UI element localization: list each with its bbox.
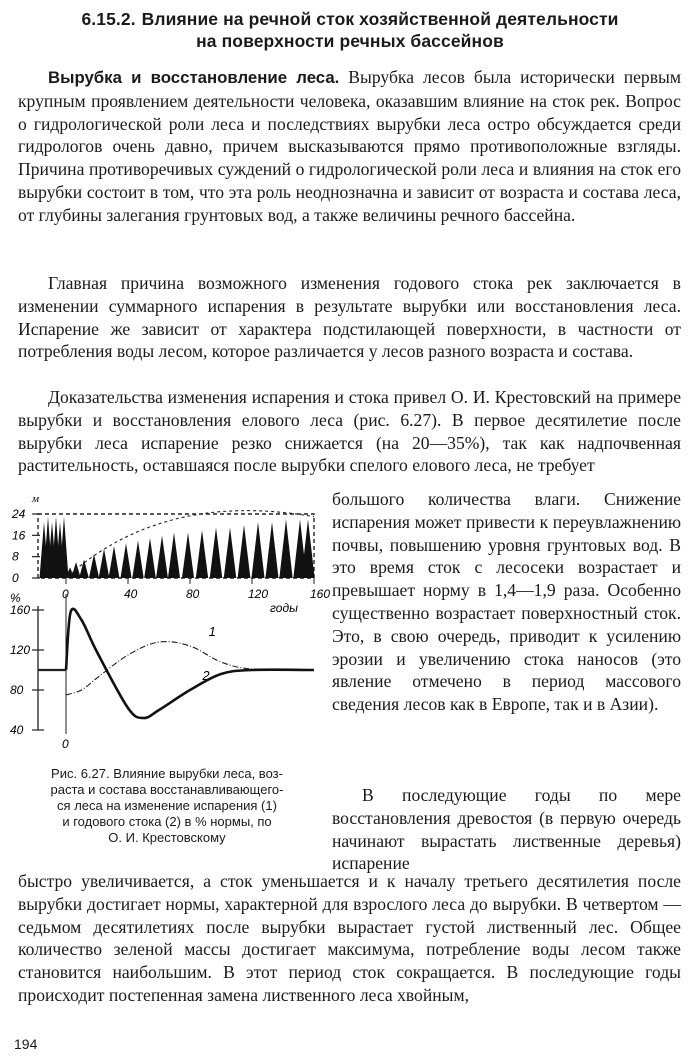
regrowth-tree-icon (132, 541, 143, 578)
regrowth-tree-icon (279, 519, 292, 578)
x-axis-unit: годы (270, 601, 298, 615)
curve-1-label: 1 (208, 624, 216, 639)
x-tick-label: 0 (62, 587, 69, 601)
paragraph-3: Доказательства изменения испарения и стока привел О. И. Крестовский на примере вырубки и восстановления елового леса (рис. 6.27). В первое десятилетие после вырубки леса испарение резко снижается (на 20—35%), так как надпочвенная растительность, оставшаяся после вырубки спелого елового леса, не требует (18, 387, 681, 476)
regrowth-tree-icon (71, 562, 80, 578)
runoff-curve (66, 609, 314, 718)
regrowth-tree-icon (156, 535, 168, 578)
pct-axis-unit: % (10, 591, 21, 605)
evaporation-curve (66, 642, 314, 695)
caption-line: Рис. 6.27. Влияние вырубки леса, воз- (51, 766, 283, 781)
regrowth-tree-icon (144, 538, 156, 578)
bottom-paragraph: быстро увеличивается, а сток уменьшается и к началу третьего десятилетия после вырубки достигает нормы, характерной для взрослого леса до вырубки. В четвертом — седьмом десятилетиях после вырубки вырастает густой лиственный лес. Общее количество зеленой массы достигает максимума, потребление воды лесом также становится наибольшим. В этот период сток сокращается. В последующие годы происходит постепенная замена лиственного леса хвойным, (18, 871, 681, 1005)
regrowth-tree-icon (109, 546, 120, 578)
figure-caption (14, 766, 320, 846)
x-tick-label: 120 (248, 587, 269, 601)
regrowth-tree-icon (265, 522, 278, 578)
wrap-text: большого количества влаги. Снижение испарения может привести к переувлажнению почвы, повышению уровня грунтовых вод. В это время сток с лесосеки возрастает и превышает норму в 1,4—1,9 раза. Особенно существенно возрастает поверхностный сток. Это, в свою очередь, приводит к усилению эрозии и увеличению стока наносов (это явление отмечено в период массового сведения лесов как в Европе, так и в Азии). (332, 489, 681, 715)
regrowth-tree-icon (224, 527, 237, 578)
page-number: 194 (14, 1036, 38, 1052)
paragraph-1 (18, 66, 681, 227)
regrowth-tree-icon (301, 519, 314, 578)
top-axis-unit: м (32, 493, 40, 505)
regrowth-tree-icon (251, 522, 264, 578)
curve-2-label: 2 (202, 668, 210, 683)
caption-line: ся леса на изменение испарения (1) (57, 798, 277, 813)
regrowth-tree-icon (168, 533, 180, 578)
top-tick-label: 16 (12, 528, 26, 543)
x-tick-label: 80 (186, 587, 200, 601)
caption-line: и годового стока (2) в % нормы, по (62, 814, 272, 829)
regrowth-tree-icon (210, 527, 223, 578)
regrowth-tree-icon (196, 530, 208, 578)
caption-line: раста и состава восстанавливающего- (50, 782, 284, 797)
x-tick-label: 160 (310, 587, 331, 601)
x-tick-label: 40 (124, 587, 138, 601)
wrap-text-2: В последующие годы по мере восстановления древостоя (в первую очередь начинают вырастать лиственные деревья) испарение (332, 785, 681, 874)
caption-line: О. И. Крестовскому (108, 830, 226, 845)
paragraph-lead: Вырубка и восстановление леса. (48, 68, 340, 87)
top-tick-label: 8 (12, 549, 19, 564)
pct-tick-label: 80 (10, 683, 24, 697)
pct-tick-label: 120 (10, 643, 31, 657)
regrowth-tree-icon (238, 525, 251, 578)
top-tick-label: 24 (12, 507, 26, 521)
regrowth-tree-icon (120, 543, 131, 578)
bottom-zero-label: 0 (62, 737, 69, 751)
regrowth-tree-icon (182, 533, 194, 578)
regrowth-tree-icon (79, 559, 89, 578)
paragraph-1-text: Вырубка лесов была исторически первым крупным проявлением деятельности человека, оказавшим влияние на сток рек. Вопрос о гидрологической роли леса и последствиях вырубки леса остро обсуждается среди гидрологов очень давно, причем высказываются прямо противоположные взгляды. Причина противоречивых суждений о гидрологической роли леса и влияния на сток его вырубки состоит в том, что эта роль неоднозначна и зависит от возраста и состава леса, от глубины залегания грунтовых вод, а также величины речного бассейна. (18, 67, 681, 225)
pct-tick-label: 160 (10, 603, 31, 617)
pct-tick-label: 40 (10, 723, 24, 737)
regrowth-tree-icon (99, 549, 110, 578)
top-tick-label: 0 (12, 571, 19, 585)
section-title-line2: на поверхности речных бассейнов (196, 31, 504, 51)
section-title-line1: Влияние на речной сток хозяйственной деятельности (141, 9, 619, 29)
figure-6-27 (8, 493, 331, 756)
section-heading (20, 8, 680, 52)
paragraph-2: Главная причина возможного изменения годового стока рек заключается в изменении суммарного испарения в результате вырубки или восстановления леса. Испарение же зависит от характера подстилающей поверхности, в частности от потребления воды лесом, которое различается у лесов разного возраста и состава. (18, 273, 681, 362)
section-number: 6.15.2. (81, 9, 136, 29)
figure-svg (8, 493, 331, 756)
